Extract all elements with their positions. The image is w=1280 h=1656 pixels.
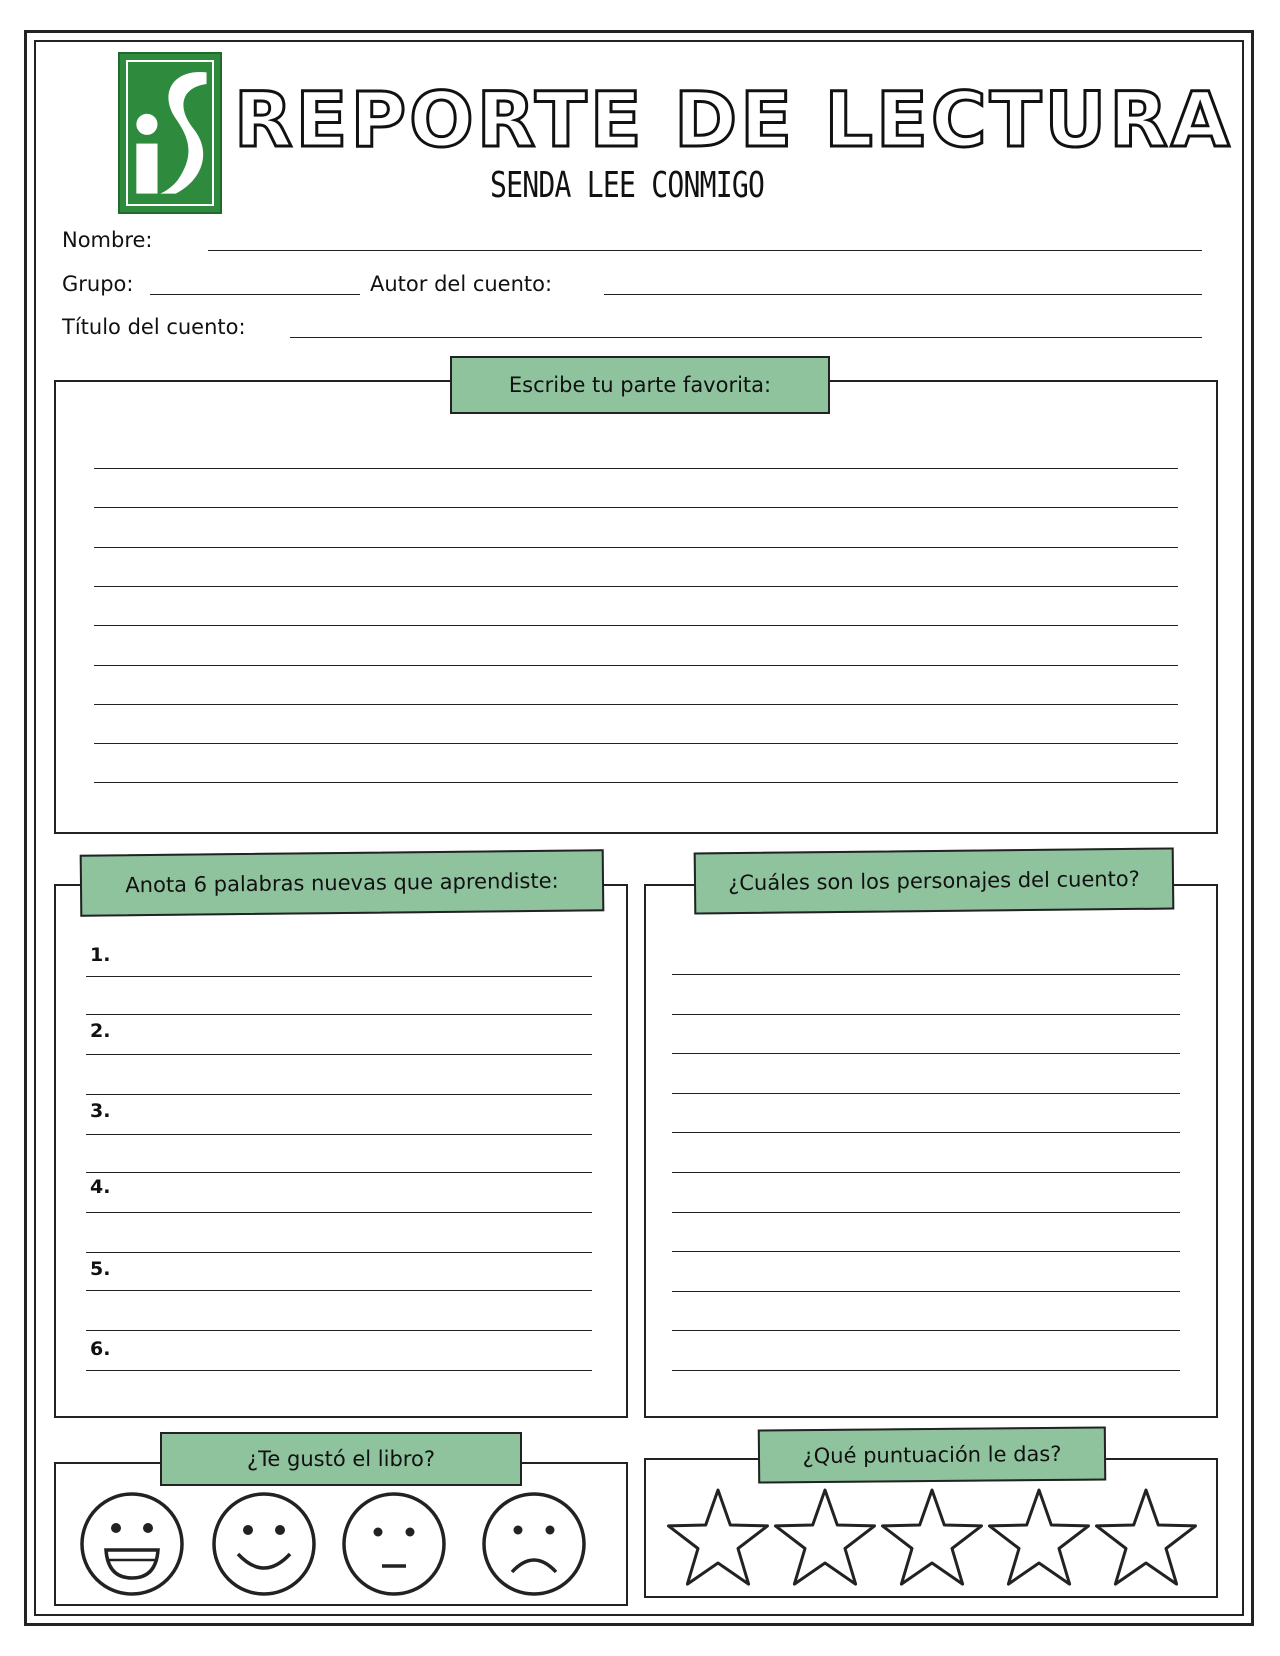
new-words-heading: Anota 6 palabras nuevas que aprendiste: (80, 849, 605, 916)
character-line[interactable] (672, 1132, 1180, 1133)
grupo-field[interactable] (150, 294, 360, 295)
star-icon[interactable] (776, 1490, 875, 1584)
characters-heading: ¿Cuáles son los personajes del cuento? (694, 847, 1175, 914)
character-line[interactable] (672, 1014, 1180, 1015)
writing-line[interactable] (94, 586, 1178, 587)
star-icon[interactable] (1097, 1490, 1196, 1584)
word-line[interactable] (86, 1054, 592, 1055)
character-line[interactable] (672, 1330, 1180, 1331)
face-rating-row (54, 1486, 628, 1602)
writing-line[interactable] (94, 625, 1178, 626)
character-line[interactable] (672, 1370, 1180, 1371)
very-happy-face-icon[interactable] (82, 1494, 182, 1594)
writing-line[interactable] (94, 782, 1178, 783)
titulo-label: Título del cuento: (62, 315, 246, 339)
word-line[interactable] (86, 1172, 592, 1173)
character-line[interactable] (672, 1053, 1180, 1054)
star-icon[interactable] (990, 1490, 1089, 1584)
nombre-label: Nombre: (62, 228, 153, 252)
happy-face-icon[interactable] (214, 1494, 314, 1594)
favorite-part-heading: Escribe tu parte favorita: (450, 356, 830, 414)
writing-line[interactable] (94, 704, 1178, 705)
word-line[interactable] (86, 1134, 592, 1135)
word-number: 5. (90, 1258, 111, 1280)
page-title: REPORTE DE LECTURA (234, 75, 1233, 164)
writing-line[interactable] (94, 743, 1178, 744)
word-number: 6. (90, 1338, 111, 1360)
character-line[interactable] (672, 1172, 1180, 1173)
word-line[interactable] (86, 976, 592, 977)
word-number: 1. (90, 944, 111, 966)
word-line[interactable] (86, 1290, 592, 1291)
titulo-field[interactable] (290, 337, 1202, 338)
character-line[interactable] (672, 1251, 1180, 1252)
word-line[interactable] (86, 1370, 592, 1371)
word-number: 4. (90, 1176, 111, 1198)
character-line[interactable] (672, 1291, 1180, 1292)
character-line[interactable] (672, 1093, 1180, 1094)
writing-line[interactable] (94, 547, 1178, 548)
character-line[interactable] (672, 974, 1180, 975)
writing-line[interactable] (94, 665, 1178, 666)
character-line[interactable] (672, 1212, 1180, 1213)
page-subtitle: SENDA LEE CONMIGO (490, 165, 765, 206)
word-line[interactable] (86, 1094, 592, 1095)
word-line[interactable] (86, 1014, 592, 1015)
word-number: 3. (90, 1100, 111, 1122)
writing-line[interactable] (94, 507, 1178, 508)
autor-field[interactable] (604, 294, 1202, 295)
star-rating-row (644, 1480, 1218, 1598)
grupo-label: Grupo: (62, 272, 134, 296)
nombre-field[interactable] (208, 250, 1202, 251)
rating-heading: ¿Qué puntuación le das? (758, 1426, 1106, 1483)
word-line[interactable] (86, 1212, 592, 1213)
star-icon[interactable] (883, 1490, 982, 1584)
autor-label: Autor del cuento: (370, 272, 553, 296)
word-line[interactable] (86, 1252, 592, 1253)
word-line[interactable] (86, 1330, 592, 1331)
like-book-heading: ¿Te gustó el libro? (160, 1432, 522, 1486)
characters-box (644, 884, 1218, 1418)
star-icon[interactable] (669, 1490, 768, 1584)
favorite-part-box (54, 380, 1218, 834)
sad-face-icon[interactable] (484, 1494, 584, 1594)
school-logo (118, 52, 222, 214)
new-words-box (54, 884, 628, 1418)
word-number: 2. (90, 1020, 111, 1042)
neutral-face-icon[interactable] (344, 1494, 444, 1594)
writing-line[interactable] (94, 468, 1178, 469)
logo-is-mark (120, 54, 220, 212)
